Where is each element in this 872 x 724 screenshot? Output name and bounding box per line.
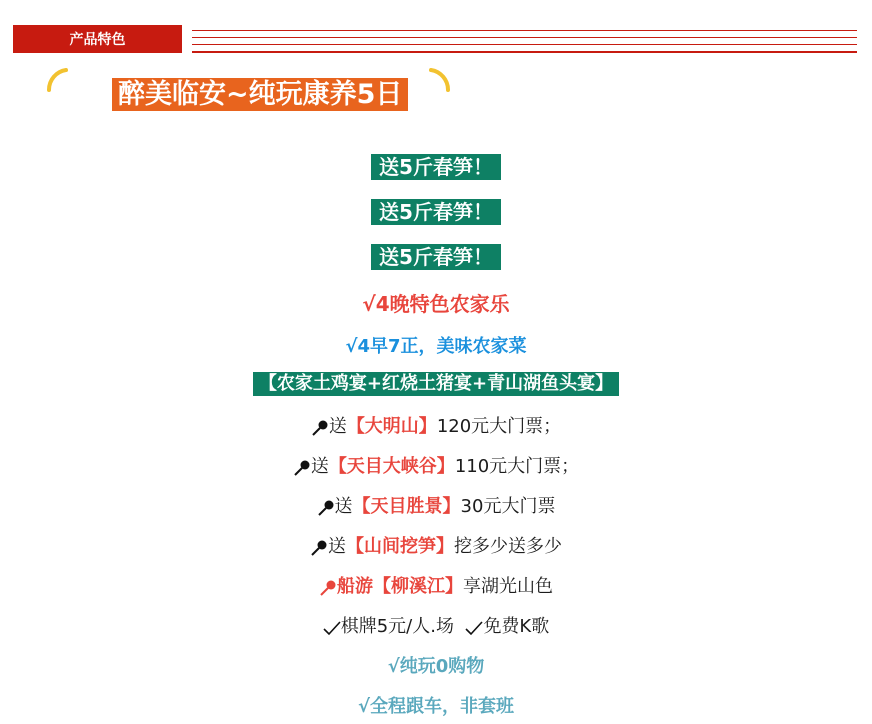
boat-line — [0, 572, 872, 598]
gift-badge: 送5斤春笋！ — [371, 244, 501, 270]
ticket-suffix: 120元大门票； — [436, 416, 562, 437]
boat-place: 【柳溪江】 — [373, 576, 463, 597]
check-icon — [465, 620, 483, 636]
ticket-line — [0, 492, 872, 518]
karaoke-text: 免费K歌 — [483, 616, 550, 637]
section-badge — [13, 25, 182, 53]
ticket-line — [0, 452, 872, 478]
pushpin-icon — [317, 499, 335, 517]
no-shopping-text: √纯玩0购物 — [387, 656, 485, 677]
banquet-badge: 【农家土鸡宴+红烧土猪宴+青山湖鱼头宴】 — [253, 372, 619, 396]
escort-text: √全程跟车，非套班 — [357, 696, 514, 717]
pushpin-icon — [293, 459, 311, 477]
extras-line — [0, 612, 872, 638]
ticket-place: 【天目大峡谷】 — [328, 456, 455, 477]
farm-nights-line — [0, 288, 872, 317]
pushpin-icon — [319, 579, 337, 597]
pushpin-icon — [310, 539, 328, 557]
meals-text: √4早7正，美味农家菜 — [345, 336, 527, 357]
ticket-place: 【大明山】 — [346, 416, 437, 437]
arc-decoration-icon — [425, 66, 451, 92]
ticket-prefix: 送 — [334, 496, 353, 517]
header-rule-lines — [192, 30, 857, 52]
arc-decoration-icon — [46, 66, 72, 92]
gift-badge: 送5斤春笋！ — [371, 199, 501, 225]
section-badge-label: 产品特色 — [69, 32, 126, 48]
gift-line — [0, 154, 872, 180]
ticket-prefix: 送 — [310, 456, 329, 477]
ticket-prefix: 送 — [328, 416, 347, 437]
ticket-suffix: 挖多少送多少 — [454, 536, 562, 557]
ticket-suffix: 30元大门票 — [460, 496, 556, 517]
ticket-line — [0, 412, 872, 438]
ticket-prefix: 送 — [328, 536, 346, 557]
ticket-line — [0, 532, 872, 558]
gift-badge: 送5斤春笋！ — [371, 154, 501, 180]
banquet-line — [0, 372, 872, 396]
boat-suffix: 享湖光山色 — [463, 576, 553, 597]
chess-text: 棋牌5元/人.场 — [340, 616, 454, 637]
farm-nights-text: √4晚特色农家乐 — [362, 292, 510, 316]
escort-line — [0, 692, 872, 718]
ticket-place: 【天目胜景】 — [352, 496, 461, 517]
ticket-place: 【山间挖笋】 — [346, 536, 454, 557]
hero-title: 醉美临安~纯玩康养5日 — [112, 78, 408, 111]
meals-line — [0, 332, 872, 358]
boat-prefix: 船游 — [337, 576, 373, 597]
pushpin-icon — [311, 419, 329, 437]
no-shopping-line — [0, 652, 872, 678]
gift-line — [0, 199, 872, 225]
ticket-suffix: 110元大门票； — [454, 456, 580, 477]
check-icon — [323, 620, 341, 636]
gift-line — [0, 244, 872, 270]
